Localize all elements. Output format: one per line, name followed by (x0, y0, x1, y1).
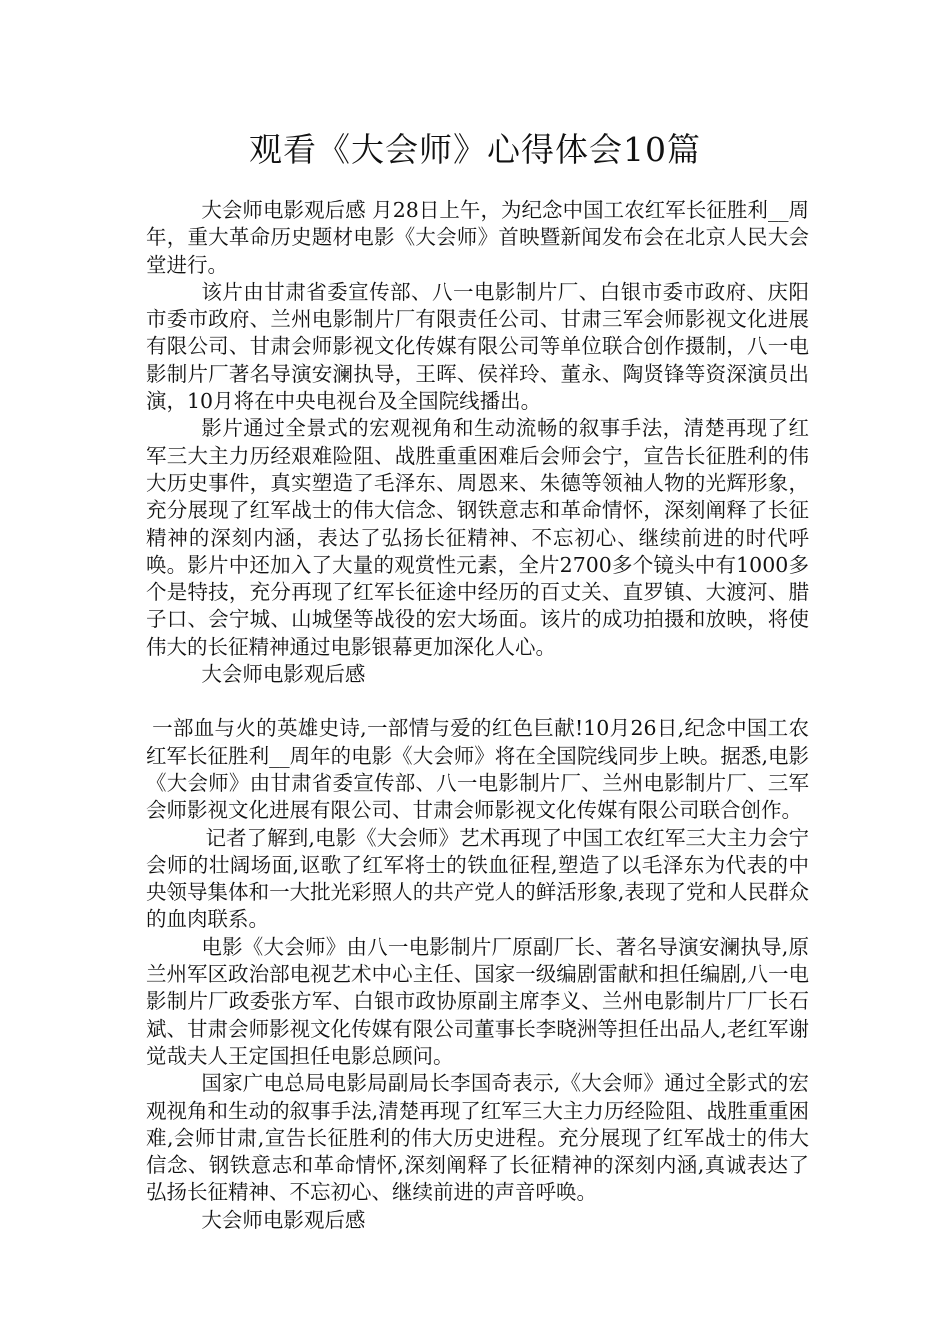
paragraph-7: 国家广电总局电影局副局长李国奇表示,《大会师》通过全影式的宏观视角和生动的叙事手法,清楚再现了红军三大主力历经险阻、战胜重重困难,会师甘肃,宣告长征胜利的伟大历史进程。充分展现了红军战士的伟大信念、钢铁意志和革命情怀,深刻阐释了长征精神的深刻内涵,真诚表达了弘扬长征精神、不忘初心、继续前进的声音呼唤。 (146, 1071, 809, 1205)
paragraph-1: 大会师电影观后感 月28日上午，为纪念中国工农红军长征胜利__周年，重大革命历史题材电影《大会师》首映暨新闻发布会在北京人民大会堂进行。 (146, 198, 809, 277)
paragraph-5: 记者了解到,电影《大会师》艺术再现了中国工农红军三大主力会宁会师的壮阔场面,讴歌了红军将士的铁血征程,塑造了以毛泽东为代表的中央领导集体和一大批光彩照人的共产党人的鲜活形象,表现了党和人民群众的血肉联系。 (146, 825, 809, 932)
paragraph-3: 影片通过全景式的宏观视角和生动流畅的叙事手法，清楚再现了红军三大主力历经艰难险阻、战胜重重困难后会师会宁，宣告长征胜利的伟大历史事件，真实塑造了毛泽东、周恩来、朱德等领袖人物的光辉形象，充分展现了红军战士的伟大信念、钢铁意志和革命情怀，深刻阐释了长征精神的深刻内涵，表达了弘扬长征精神、不忘初心、继续前进的时代呼唤。影片中还加入了大量的观赏性元素，全片2700多个镜头中有1000多个是特技，充分再现了红军长征途中经历的百丈关、直罗镇、大渡河、腊子口、会宁城、山城堡等战役的宏大场面。该片的成功拍摄和放映，将使伟大的长征精神通过电影银幕更加深化人心。 (146, 416, 809, 659)
section-heading-2: 大会师电影观后感 (201, 1207, 366, 1232)
blank-line (146, 688, 809, 715)
paragraph-4: 一部血与火的英雄史诗,一部情与爱的红色巨献!10月26日,纪念中国工农红军长征胜利__周年的电影《大会师》将在全国院线同步上映。据悉,电影《大会师》由甘肃省委宣传部、八一电影制片厂、兰州电影制片厂、三军会师影视文化进展有限公司、甘肃会师影视文化传媒有限公司联合创作。 (146, 716, 809, 823)
paragraph-2: 该片由甘肃省委宣传部、八一电影制片厂、白银市委市政府、庆阳市委市政府、兰州电影制片厂有限责任公司、甘肃三军会师影视文化进展有限公司、甘肃会师影视文化传媒有限公司等单位联合创作摄制，八一电影制片厂著名导演安澜执导，王晖、侯祥玲、董永、陶贤锋等资深演员出演，10月将在中央电视台及全国院线播出。 (146, 279, 809, 414)
page-title: 观看《大会师》心得体会10篇 (249, 130, 701, 169)
section-heading-1: 大会师电影观后感 (201, 662, 366, 687)
paragraph-6: 电影《大会师》由八一电影制片厂原副厂长、著名导演安澜执导,原兰州军区政治部电视艺术中心主任、国家一级编剧雷献和担任编剧,八一电影制片厂政委张方军、白银市政协原副主席李义、兰州电影制片厂厂长石斌、甘肃会师影视文化传媒有限公司董事长李晓洲等担任出品人,老红军谢觉哉夫人王定国担任电影总顾问。 (146, 934, 809, 1068)
article-body (146, 197, 809, 1234)
